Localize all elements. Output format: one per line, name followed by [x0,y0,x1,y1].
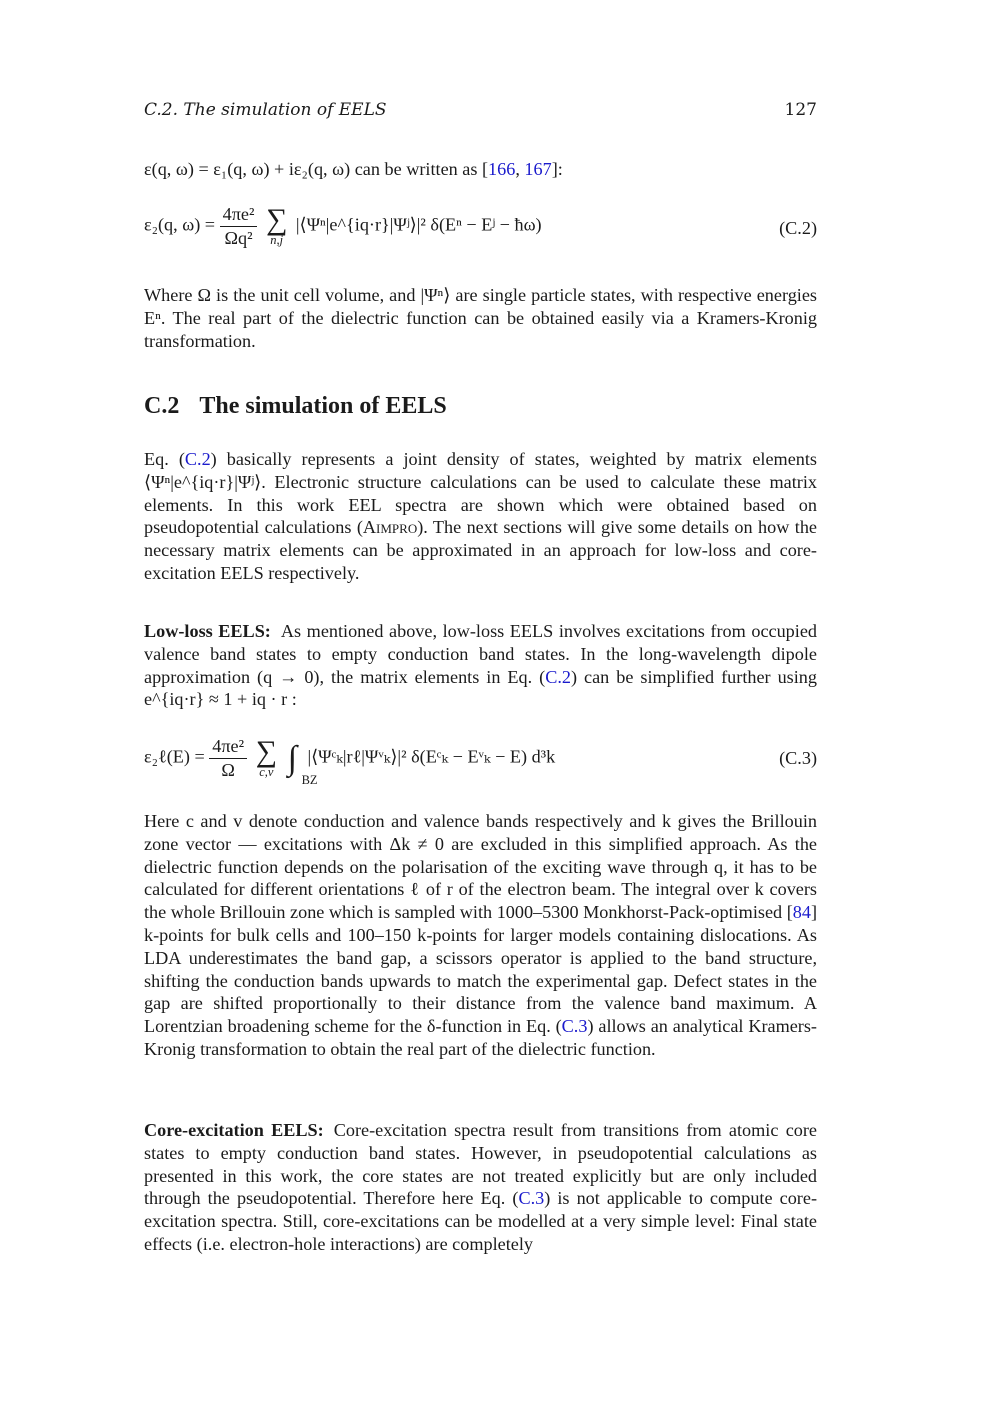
citation-link[interactable]: 166 [488,159,516,179]
paragraph: Core-excitation EELS: Core-excitation spectra result from transitions from atomic core states to empty conduction band states. However, in pseudopotential calculations as presented in this work, the core states are not treated explicitly but are only included through the pseudopotential. Therefore here Eq. (C.3) is not applicable to compute core-excitation spectra. Still, core-excitations can be modelled at a very simple level: Final state effects (i.e. electron-hole interactions) are completely [144,1120,817,1254]
equation-number: (C.2) [779,218,817,238]
fraction [209,736,247,781]
intro-line: ε(q, ω) = ε₁(q, ω) + iε₂(q, ω) can be written as [166, 167]: [144,159,563,179]
equation-c3 [144,735,817,787]
paragraph: Low-loss EELS: As mentioned above, low-loss EELS involves excitations from occupied valence band states to empty conduction band states. In the long-wavelength dipole approximation (q → 0), the matrix elements in Eq. (C.2) can be simplified further using e^{iq·r} ≈ 1 + iq · r : [144,621,817,710]
equation-body: |⟨Ψⁿ|e^{iq·r}|Ψʲ⟩|² δ(Eⁿ − Eʲ − ħω) [295,214,542,235]
equation-c2 [144,204,817,249]
run-in-heading: Low-loss EELS: [144,621,271,641]
fraction [220,204,258,249]
paragraph: Where Ω is the unit cell volume, and |Ψⁿ⟩ are single particle states, with respective energies Eⁿ. The real part of the dielectric function can be obtained easily via a Kramers-Kronig transformation. [144,285,817,351]
section-title: The simulation of EELS [199,393,447,419]
equation-lhs: ε₂ℓ(E) = [144,746,205,767]
equation-link[interactable]: C.3 [561,1016,588,1037]
sum-symbol: ∑ n,j [265,203,288,247]
denominator: Ωq² [224,228,253,248]
equation-body: |⟨Ψᶜₖ|rℓ|Ψᵛₖ⟩|² δ(Eᶜₖ − Eᵛₖ − E) d³k [307,746,556,767]
denominator: Ω [221,760,235,780]
run-in-heading: Core-excitation EELS: [144,1120,324,1140]
equation-link[interactable]: C.3 [518,1188,545,1209]
equation-link[interactable]: C.2 [184,449,211,469]
equation-number: (C.3) [779,748,817,768]
sum-symbol: ∑ c,v [255,735,278,779]
page-header [144,100,817,120]
software-name: Aimpro [362,517,418,538]
sum-index: c,v [259,765,274,779]
integral-domain: BZ [301,772,318,787]
citation-link[interactable]: 167 [524,159,552,179]
numerator: 4πe² [220,204,258,227]
numerator: 4πe² [209,736,247,759]
paragraph: Here c and v denote conduction and valence bands respectively and k gives the Brillouin zone vector — excitations with Δk ≠ 0 are excluded in this simplified approach. As the dielectric function depends on the polarisation of the exciting wave through q, it has to be calculated for different orientations ℓ of r of the electron beam. The integral over k covers the whole Brillouin zone which is sampled with 1000–5300 Monkhorst-Pack-optimised [84] k-points for bulk cells and 100–150 k-points for larger models containing dislocations. As LDA underestimates the band gap, a scissors operator is applied to the band structure, shifting the conduction bands upwards to match the experimental gap. Defect states in the gap are shifted proportionally to their distance from the valence band maximum. A Lorentzian broadening scheme for the δ-function in Eq. (C.3) allows an analytical Kramers-Kronig transformation to obtain the real part of the dielectric function. [144,811,817,1059]
running-title: C.2. The simulation of EELS [144,100,387,120]
page-number: 127 [784,100,817,120]
intro-formula: ε(q, ω) = ε₁(q, ω) + iε₂(q, ω) [144,159,351,179]
section-heading [144,393,447,420]
equation-link[interactable]: C.2 [545,666,571,687]
equation-lhs: ε₂(q, ω) = [144,214,216,235]
integral-symbol: ∫ BZ [287,739,318,787]
citation-link[interactable]: 84 [792,902,811,923]
section-number: C.2 [144,393,180,419]
paragraph: Eq. (C.2) basically represents a joint density of states, weighted by matrix elements ⟨Ψⁿ|e^{iq·r}|Ψʲ⟩. Electronic structure calculations can be used to calculate these matrix elements. In this work EEL spectra are shown which were obtained based on pseudopotential calculations (Aimpro). The next sections will give some details on how the necessary matrix elements can be approximated in an approach for low-loss and core-excitation EELS respectively. [144,449,817,583]
sum-index: n,j [270,233,284,247]
